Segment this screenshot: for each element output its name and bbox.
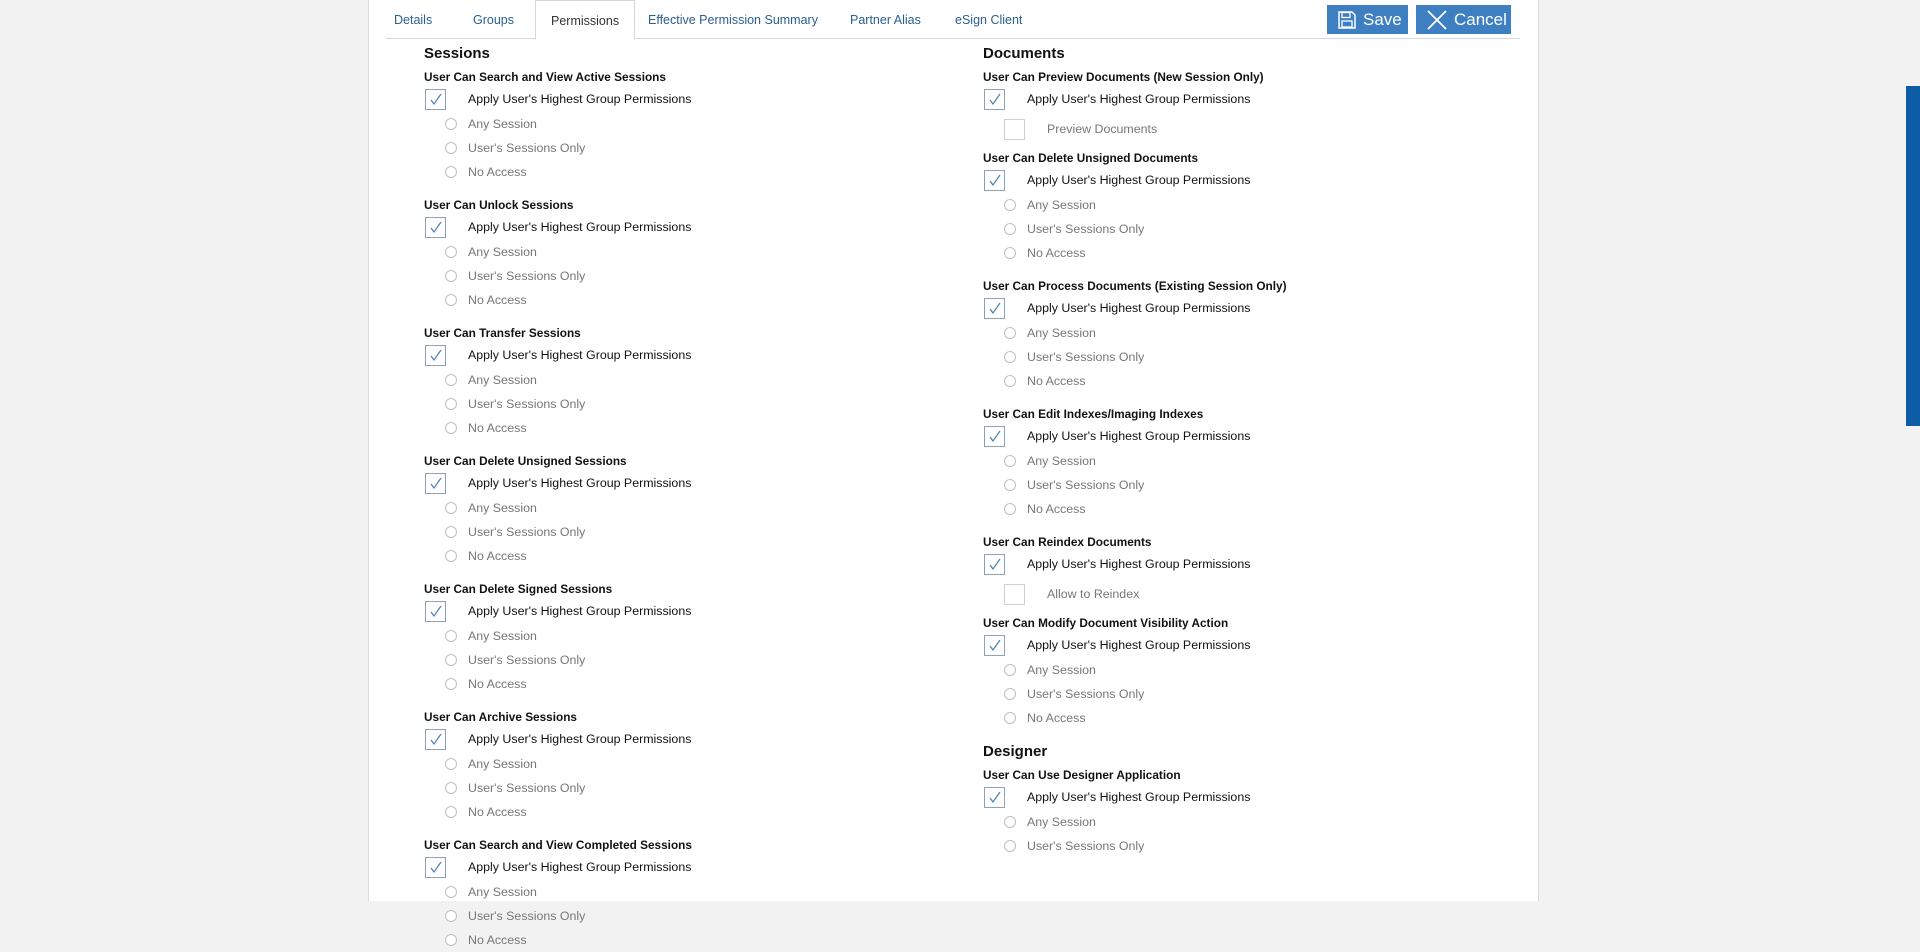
perm-session-4 xyxy=(424,580,924,696)
tab-details[interactable]: Details xyxy=(394,13,433,27)
perm-label: User Can Modify Document Visibility Action xyxy=(983,616,1229,630)
users-sessions-only-radio[interactable] xyxy=(1004,840,1016,852)
users-sessions-only-label: User's Sessions Only xyxy=(468,141,586,155)
perm-preview-documents xyxy=(983,68,1503,146)
check-icon xyxy=(988,173,1002,187)
users-sessions-only-radio[interactable] xyxy=(445,654,457,666)
perm-modify-visibility xyxy=(983,614,1503,730)
sessions-column xyxy=(424,44,924,952)
perm-session-6 xyxy=(424,836,924,952)
any-session-radio[interactable] xyxy=(445,246,457,258)
no-access-label: No Access xyxy=(468,293,527,307)
no-access-label: No Access xyxy=(468,677,527,691)
no-access-radio[interactable] xyxy=(445,934,457,946)
no-access-radio[interactable] xyxy=(445,678,457,690)
perm-session-1 xyxy=(424,196,924,312)
tab-esign-client[interactable]: eSign Client xyxy=(955,13,1023,27)
check-icon xyxy=(429,348,443,362)
perm-process-documents xyxy=(983,277,1503,393)
apply-group-permissions-checkbox[interactable] xyxy=(984,787,1005,808)
any-session-radio[interactable] xyxy=(445,374,457,386)
no-access-label: No Access xyxy=(1027,246,1086,260)
perm-label: User Can Edit Indexes/Imaging Indexes xyxy=(983,407,1204,421)
any-session-radio[interactable] xyxy=(1004,816,1016,828)
no-access-radio[interactable] xyxy=(1004,247,1016,259)
users-sessions-only-radio[interactable] xyxy=(445,910,457,922)
any-session-radio[interactable] xyxy=(445,886,457,898)
check-icon xyxy=(429,732,443,746)
users-sessions-only-label: User's Sessions Only xyxy=(468,269,586,283)
no-access-radio[interactable] xyxy=(1004,503,1016,515)
perm-label: User Can Search and View Completed Sessions xyxy=(424,838,692,852)
no-access-radio[interactable] xyxy=(1004,712,1016,724)
apply-label: Apply User's Highest Group Permissions xyxy=(1027,301,1251,315)
cancel-label: Cancel xyxy=(1454,9,1507,29)
designer-heading: Designer xyxy=(983,743,1048,760)
save-icon xyxy=(1337,10,1357,30)
save-button[interactable] xyxy=(1327,5,1408,34)
no-access-radio[interactable] xyxy=(445,294,457,306)
users-sessions-only-radio[interactable] xyxy=(1004,223,1016,235)
users-sessions-only-label: User's Sessions Only xyxy=(468,653,586,667)
users-sessions-only-label: User's Sessions Only xyxy=(1027,478,1145,492)
check-icon xyxy=(429,860,443,874)
any-session-radio[interactable] xyxy=(1004,664,1016,676)
save-label: Save xyxy=(1363,9,1402,29)
no-access-label: No Access xyxy=(468,165,527,179)
documents-column xyxy=(983,44,1503,858)
perm-delete-unsigned-documents xyxy=(983,149,1503,265)
any-session-label: Any Session xyxy=(1027,663,1096,677)
perm-session-2 xyxy=(424,324,924,440)
perm-label: User Can Transfer Sessions xyxy=(424,326,581,340)
apply-group-permissions-checkbox[interactable] xyxy=(984,635,1005,656)
any-session-radio[interactable] xyxy=(1004,455,1016,467)
apply-group-permissions-checkbox[interactable] xyxy=(984,554,1005,575)
any-session-radio[interactable] xyxy=(1004,199,1016,211)
tab-groups[interactable]: Groups xyxy=(473,13,514,27)
perm-label: User Can Archive Sessions xyxy=(424,710,577,724)
check-icon xyxy=(429,476,443,490)
perm-label: User Can Preview Documents (New Session Only) xyxy=(983,70,1264,84)
user-edit-panel xyxy=(368,0,1539,947)
any-session-label: Any Session xyxy=(468,245,537,259)
no-access-label: No Access xyxy=(468,549,527,563)
tab-partner-alias[interactable]: Partner Alias xyxy=(850,13,921,27)
perm-label: User Can Delete Unsigned Documents xyxy=(983,151,1199,165)
no-access-label: No Access xyxy=(1027,711,1086,725)
users-sessions-only-label: User's Sessions Only xyxy=(1027,687,1145,701)
side-accent-bar xyxy=(1906,86,1920,426)
any-session-label: Any Session xyxy=(1027,198,1096,212)
apply-group-permissions-checkbox[interactable] xyxy=(425,89,446,110)
no-access-radio[interactable] xyxy=(445,550,457,562)
users-sessions-only-label: User's Sessions Only xyxy=(1027,839,1145,853)
no-access-label: No Access xyxy=(468,805,527,819)
users-sessions-only-radio[interactable] xyxy=(445,526,457,538)
check-icon xyxy=(988,790,1002,804)
users-sessions-only-radio[interactable] xyxy=(1004,351,1016,363)
apply-group-permissions-checkbox[interactable] xyxy=(425,473,446,494)
no-access-radio[interactable] xyxy=(1004,375,1016,387)
documents-heading: Documents xyxy=(983,45,1065,62)
apply-label: Apply User's Highest Group Permissions xyxy=(1027,173,1251,187)
apply-label: Apply User's Highest Group Permissions xyxy=(1027,429,1251,443)
perm-session-5 xyxy=(424,708,924,824)
allow-to-reindex-label: Allow to Reindex xyxy=(1047,587,1140,601)
any-session-label: Any Session xyxy=(468,629,537,643)
any-session-radio[interactable] xyxy=(1004,327,1016,339)
perm-reindex-documents xyxy=(983,533,1503,611)
apply-label: Apply User's Highest Group Permissions xyxy=(468,476,692,490)
users-sessions-only-label: User's Sessions Only xyxy=(1027,222,1145,236)
users-sessions-only-radio[interactable] xyxy=(445,398,457,410)
any-session-radio[interactable] xyxy=(445,758,457,770)
apply-group-permissions-checkbox[interactable] xyxy=(425,729,446,750)
allow-to-reindex-checkbox[interactable] xyxy=(1004,584,1025,605)
apply-label: Apply User's Highest Group Permissions xyxy=(468,220,692,234)
check-icon xyxy=(429,220,443,234)
users-sessions-only-label: User's Sessions Only xyxy=(468,909,586,923)
users-sessions-only-radio[interactable] xyxy=(1004,479,1016,491)
apply-group-permissions-checkbox[interactable] xyxy=(425,217,446,238)
any-session-radio[interactable] xyxy=(445,118,457,130)
any-session-label: Any Session xyxy=(468,757,537,771)
tab-permissions[interactable]: Permissions xyxy=(535,0,635,40)
apply-label: Apply User's Highest Group Permissions xyxy=(1027,790,1251,804)
any-session-label: Any Session xyxy=(1027,326,1096,340)
perm-edit-indexes xyxy=(983,405,1503,521)
tab-bar xyxy=(386,0,1520,39)
users-sessions-only-label: User's Sessions Only xyxy=(468,397,586,411)
no-access-label: No Access xyxy=(1027,374,1086,388)
any-session-label: Any Session xyxy=(1027,454,1096,468)
perm-label: User Can Unlock Sessions xyxy=(424,198,574,212)
no-access-label: No Access xyxy=(468,933,527,947)
check-icon xyxy=(988,557,1002,571)
no-access-radio[interactable] xyxy=(445,166,457,178)
users-sessions-only-radio[interactable] xyxy=(1004,688,1016,700)
any-session-label: Any Session xyxy=(468,373,537,387)
apply-group-permissions-checkbox[interactable] xyxy=(425,601,446,622)
check-icon xyxy=(988,92,1002,106)
check-icon xyxy=(429,604,443,618)
apply-label: Apply User's Highest Group Permissions xyxy=(468,92,692,106)
apply-group-permissions-checkbox[interactable] xyxy=(425,345,446,366)
apply-group-permissions-checkbox[interactable] xyxy=(984,170,1005,191)
apply-group-permissions-checkbox[interactable] xyxy=(984,89,1005,110)
apply-label: Apply User's Highest Group Permissions xyxy=(1027,557,1251,571)
preview-documents-checkbox[interactable] xyxy=(1004,119,1025,140)
perm-label: User Can Reindex Documents xyxy=(983,535,1152,549)
apply-label: Apply User's Highest Group Permissions xyxy=(1027,638,1251,652)
check-icon xyxy=(988,429,1002,443)
users-sessions-only-label: User's Sessions Only xyxy=(468,525,586,539)
cancel-button[interactable] xyxy=(1416,5,1511,34)
apply-label: Apply User's Highest Group Permissions xyxy=(468,604,692,618)
no-access-label: No Access xyxy=(468,421,527,435)
perm-label: User Can Delete Unsigned Sessions xyxy=(424,454,627,468)
no-access-radio[interactable] xyxy=(445,806,457,818)
perm-label: User Can Process Documents (Existing Session Only) xyxy=(983,279,1287,293)
apply-group-permissions-checkbox[interactable] xyxy=(425,857,446,878)
perm-session-0 xyxy=(424,68,924,184)
any-session-radio[interactable] xyxy=(445,502,457,514)
users-sessions-only-radio[interactable] xyxy=(445,142,457,154)
perm-label: User Can Use Designer Application xyxy=(983,768,1181,782)
apply-label: Apply User's Highest Group Permissions xyxy=(468,860,692,874)
close-icon xyxy=(1426,9,1448,31)
any-session-label: Any Session xyxy=(468,117,537,131)
preview-documents-label: Preview Documents xyxy=(1047,122,1158,136)
no-access-radio[interactable] xyxy=(445,422,457,434)
any-session-radio[interactable] xyxy=(445,630,457,642)
sessions-heading: Sessions xyxy=(424,45,490,62)
perm-label: User Can Search and View Active Sessions xyxy=(424,70,666,84)
apply-group-permissions-checkbox[interactable] xyxy=(984,298,1005,319)
users-sessions-only-radio[interactable] xyxy=(445,270,457,282)
tab-effective-permission-summary[interactable]: Effective Permission Summary xyxy=(648,13,818,27)
apply-label: Apply User's Highest Group Permissions xyxy=(1027,92,1251,106)
check-icon xyxy=(988,638,1002,652)
apply-label: Apply User's Highest Group Permissions xyxy=(468,732,692,746)
any-session-label: Any Session xyxy=(468,501,537,515)
users-sessions-only-label: User's Sessions Only xyxy=(468,781,586,795)
check-icon xyxy=(988,301,1002,315)
users-sessions-only-radio[interactable] xyxy=(445,782,457,794)
apply-label: Apply User's Highest Group Permissions xyxy=(468,348,692,362)
users-sessions-only-label: User's Sessions Only xyxy=(1027,350,1145,364)
any-session-label: Any Session xyxy=(1027,815,1096,829)
perm-label: User Can Delete Signed Sessions xyxy=(424,582,613,596)
apply-group-permissions-checkbox[interactable] xyxy=(984,426,1005,447)
perm-use-designer xyxy=(983,766,1503,858)
perm-session-3 xyxy=(424,452,924,568)
check-icon xyxy=(429,92,443,106)
any-session-label: Any Session xyxy=(468,885,537,899)
no-access-label: No Access xyxy=(1027,502,1086,516)
